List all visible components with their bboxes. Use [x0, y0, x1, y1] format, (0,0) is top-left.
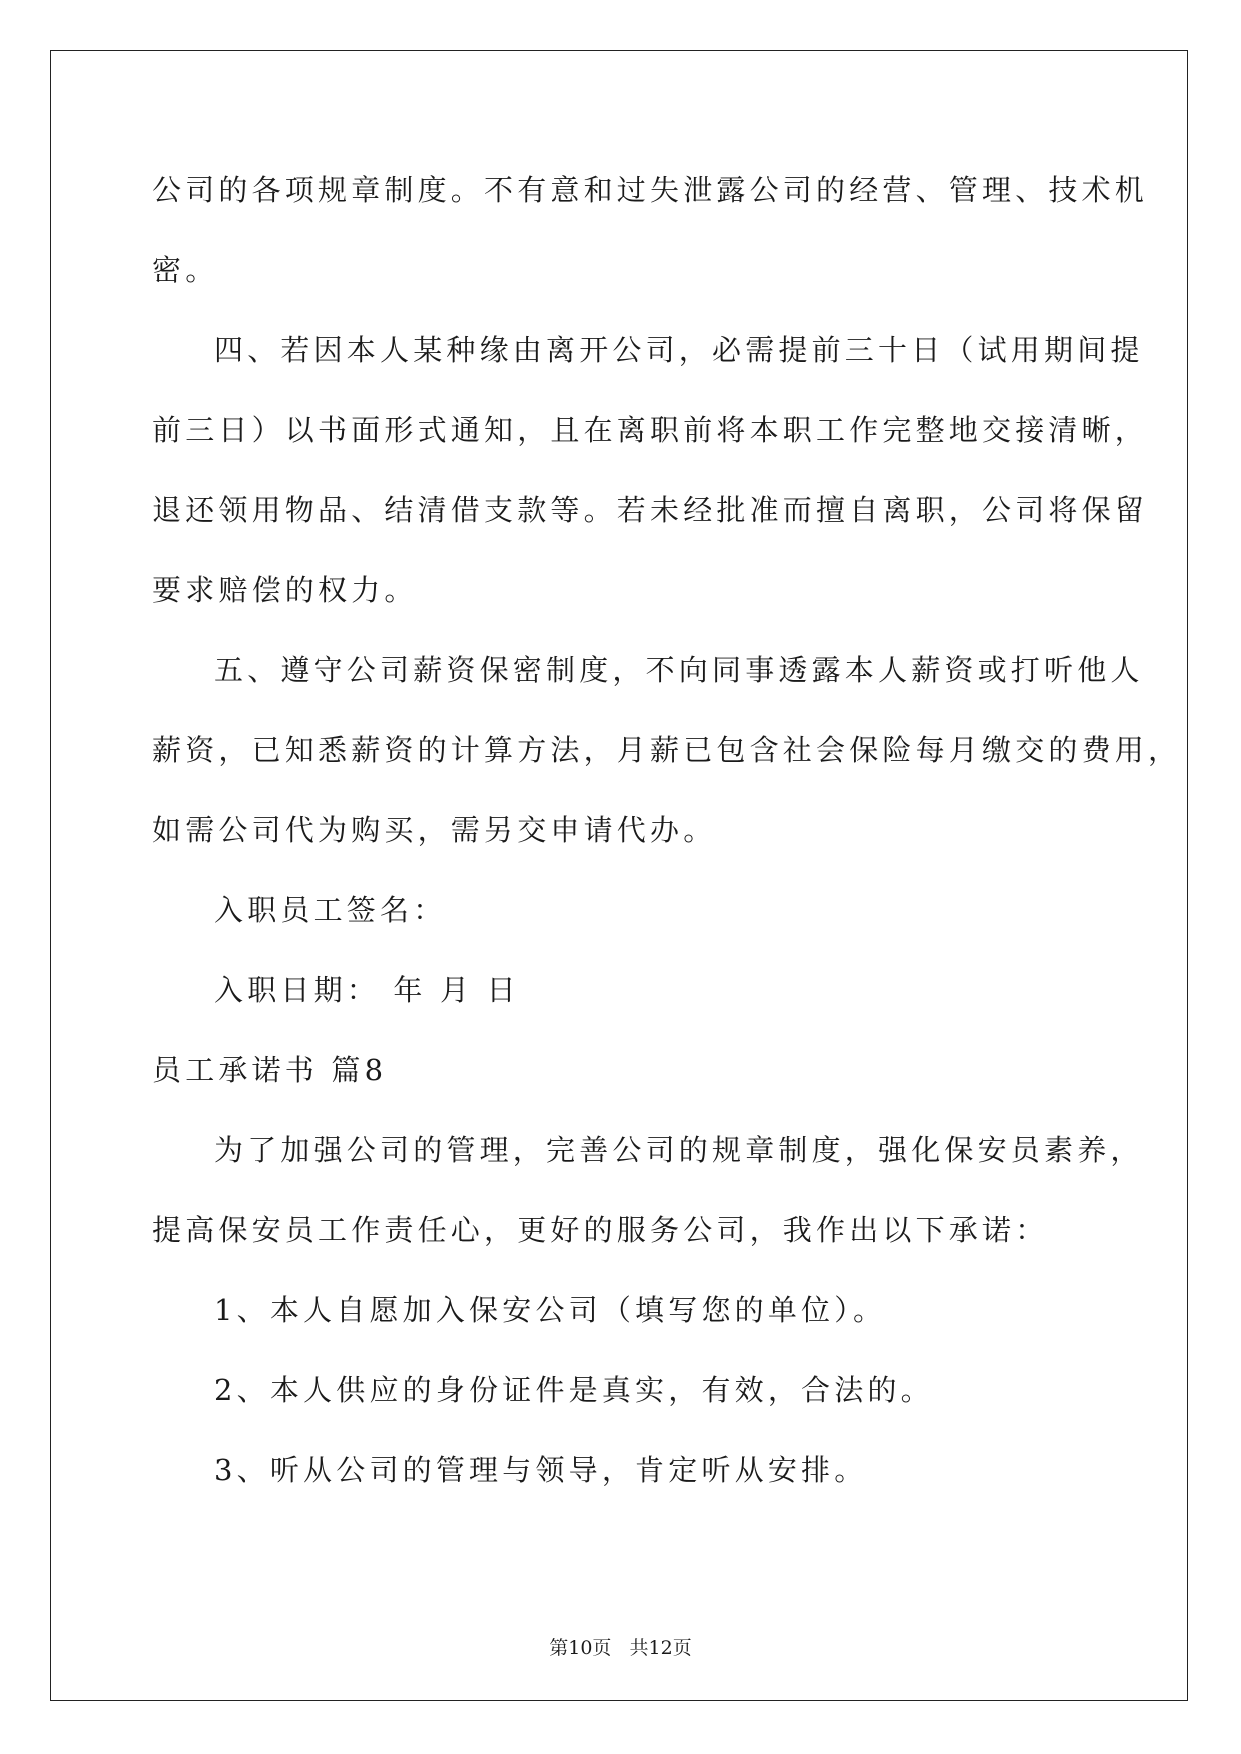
paragraph-line: 退还领用物品、结清借支款等。若未经批准而擅自离职，公司将保留	[152, 493, 1149, 527]
list-item: 3、听从公司的管理与领导，肯定听从安排。	[214, 1453, 868, 1487]
paragraph-line: 五、遵守公司薪资保密制度，不向同事透露本人薪资或打听他人	[214, 653, 1144, 687]
paragraph-line: 四、若因本人某种缘由离开公司，必需提前三十日（试用期间提	[214, 333, 1144, 367]
signature-label: 入职员工签名：	[214, 893, 447, 927]
paragraph-line: 为了加强公司的管理，完善公司的规章制度，强化保安员素养，	[214, 1133, 1144, 1167]
page-number: 第10页 共12页	[549, 1637, 692, 1659]
paragraph-line: 薪资，已知悉薪资的计算方法，月薪已包含社会保险每月缴交的费用，	[152, 733, 1182, 767]
paragraph-line: 提高保安员工作责任心，更好的服务公司，我作出以下承诺：	[152, 1213, 1049, 1247]
section-heading: 员工承诺书 篇8	[152, 1053, 388, 1087]
list-item: 1、本人自愿加入保安公司（填写您的单位）。	[214, 1293, 887, 1327]
paragraph-line: 如需公司代为购买，需另交申请代办。	[152, 813, 717, 847]
paragraph-line: 要求赔偿的权力。	[152, 573, 418, 607]
paragraph-line: 公司的各项规章制度。不有意和过失泄露公司的经营、管理、技术机	[152, 173, 1149, 207]
paragraph-line: 前三日）以书面形式通知，且在离职前将本职工作完整地交接清晰，	[152, 413, 1149, 447]
list-item: 2、本人供应的身份证件是真实，有效，合法的。	[214, 1373, 934, 1407]
date-label: 入职日期： 年 月 日	[214, 973, 520, 1007]
paragraph-line: 密。	[152, 253, 219, 287]
